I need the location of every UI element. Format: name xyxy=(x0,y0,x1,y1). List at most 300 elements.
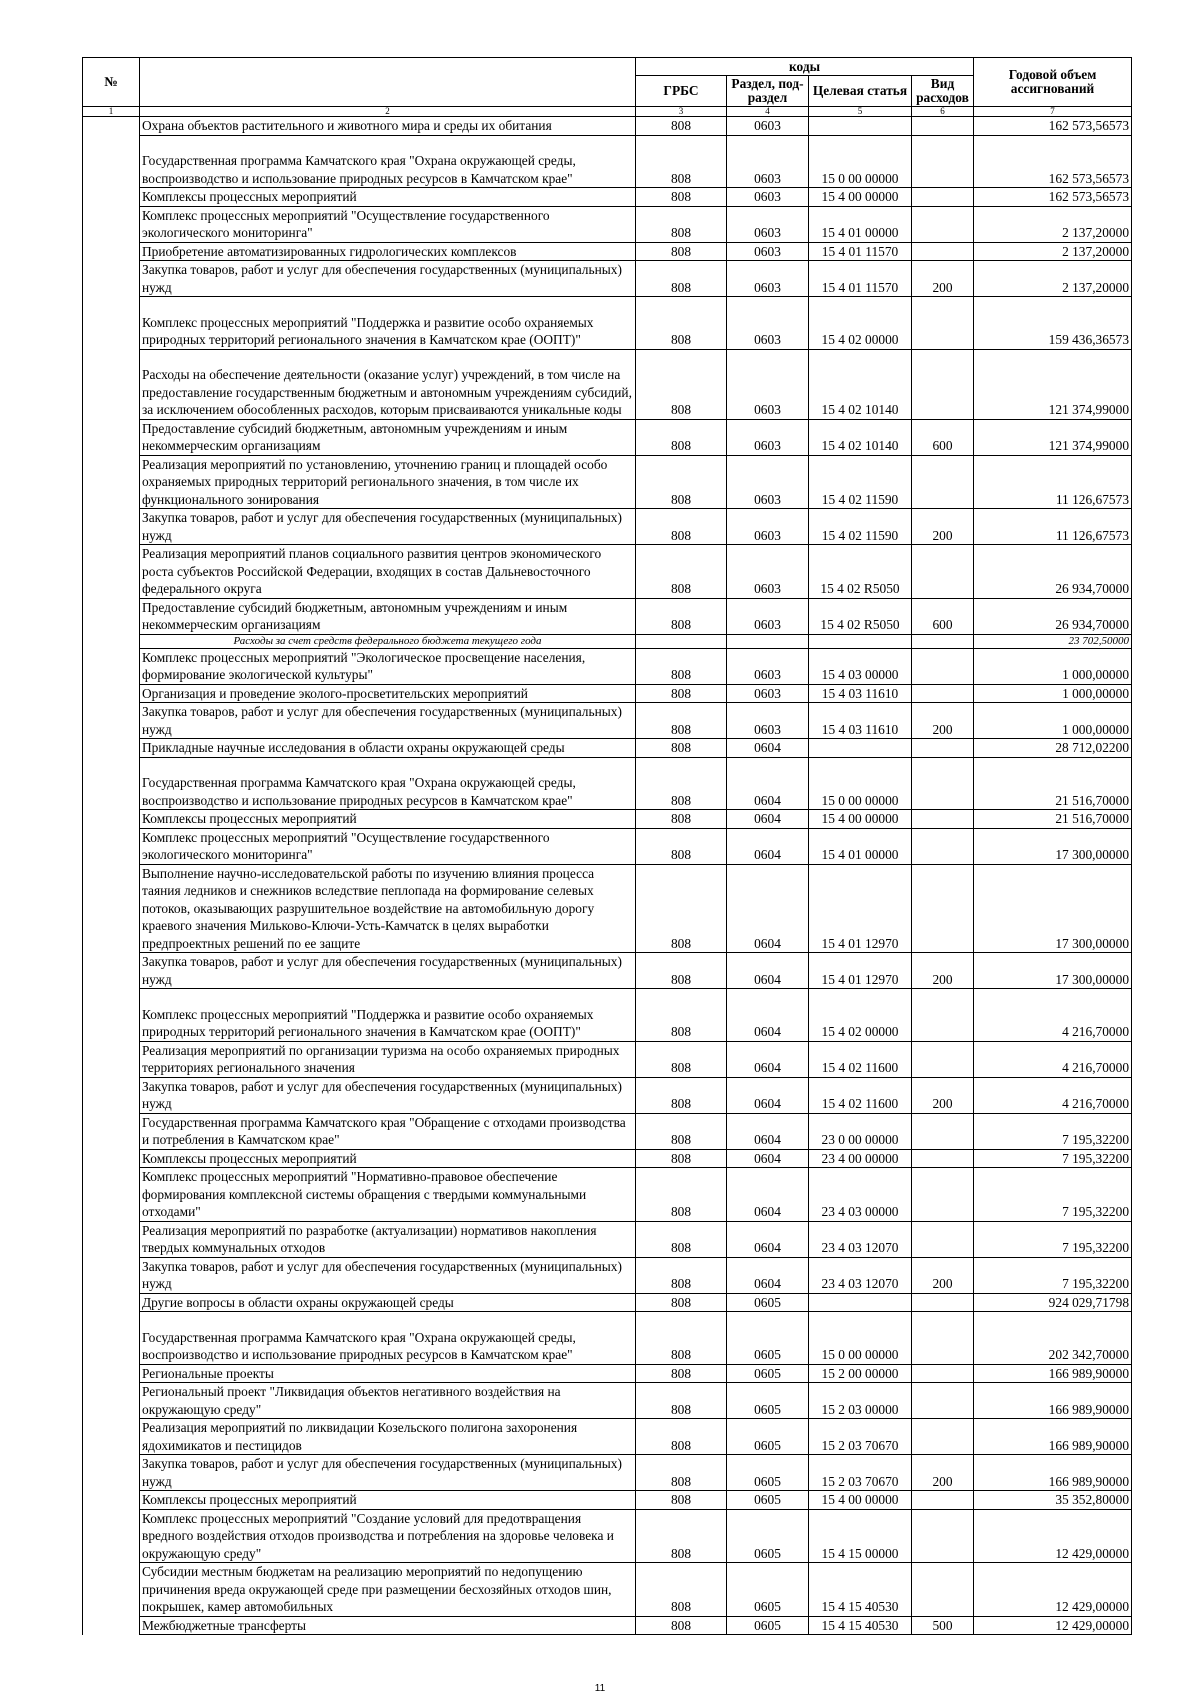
header-codes: коды xyxy=(636,58,974,76)
row-target-cell: 15 2 00 00000 xyxy=(809,1364,912,1383)
row-number-cell xyxy=(83,261,140,297)
row-vid-cell xyxy=(912,684,974,703)
row-section-cell: 0604 xyxy=(727,739,809,758)
row-section-cell: 0603 xyxy=(727,598,809,634)
budget-table xyxy=(82,57,1132,1635)
row-section-cell: 0604 xyxy=(727,828,809,864)
row-section-cell: 0603 xyxy=(727,509,809,545)
row-grbs-cell: 808 xyxy=(636,1257,727,1293)
row-vid-cell xyxy=(912,1113,974,1149)
row-vid-cell xyxy=(912,1168,974,1222)
row-number-cell xyxy=(83,1491,140,1510)
row-name-cell: Государственная программа Камчатского края "Охрана окружающей среды, воспроизводство и использование природных ресурсов в Камчатском крае" xyxy=(140,135,636,188)
table-row xyxy=(83,188,1132,207)
table-row xyxy=(83,1257,1132,1293)
row-section-cell: 0603 xyxy=(727,419,809,455)
row-section-cell: 0604 xyxy=(727,1077,809,1113)
row-vid-cell xyxy=(912,757,974,810)
row-target-cell: 15 4 02 11600 xyxy=(809,1041,912,1077)
row-vid-cell xyxy=(912,297,974,350)
row-section-cell: 0603 xyxy=(727,206,809,242)
row-name-cell: Комплексы процессных мероприятий xyxy=(140,810,636,829)
row-section-cell: 0605 xyxy=(727,1455,809,1491)
row-section-cell: 0603 xyxy=(727,188,809,207)
row-vid-cell: 200 xyxy=(912,703,974,739)
row-target-cell: 15 4 02 00000 xyxy=(809,989,912,1042)
row-section-cell: 0604 xyxy=(727,989,809,1042)
row-name-cell: Межбюджетные трансферты xyxy=(140,1616,636,1635)
row-vid-cell xyxy=(912,810,974,829)
row-grbs-cell: 808 xyxy=(636,648,727,684)
row-section-cell: 0605 xyxy=(727,1616,809,1635)
row-number-cell xyxy=(83,1509,140,1563)
table-row xyxy=(83,455,1132,509)
row-name-cell: Субсидии местным бюджетам на реализацию мероприятий по недопущению причинения вреда окружающей среде при размещении бесхозяйных отходов шин, покрышек, камер автомобильных xyxy=(140,1563,636,1617)
row-section-cell: 0603 xyxy=(727,703,809,739)
row-number-cell xyxy=(83,509,140,545)
row-name-cell: Приобретение автоматизированных гидрологических комплексов xyxy=(140,242,636,261)
table-row xyxy=(83,297,1132,350)
row-number-cell xyxy=(83,297,140,350)
row-amount-cell: 26 934,70000 xyxy=(974,598,1132,634)
row-amount-cell: 23 702,50000 xyxy=(974,634,1132,648)
table-row xyxy=(83,1312,1132,1365)
row-section-cell: 0603 xyxy=(727,545,809,599)
row-target-cell: 23 4 03 12070 xyxy=(809,1221,912,1257)
row-target-cell: 23 4 03 00000 xyxy=(809,1168,912,1222)
table-row xyxy=(83,545,1132,599)
row-name-cell: Закупка товаров, работ и услуг для обеспечения государственных (муниципальных) нужд xyxy=(140,1455,636,1491)
row-target-cell: 15 4 00 00000 xyxy=(809,1491,912,1510)
row-number-cell xyxy=(83,828,140,864)
row-target-cell: 15 4 01 00000 xyxy=(809,206,912,242)
row-name-cell: Организация и проведение эколого-просветительских мероприятий xyxy=(140,684,636,703)
header-name xyxy=(140,58,636,107)
row-number-cell xyxy=(83,1257,140,1293)
row-name-cell: Комплекс процессных мероприятий "Создание условий для предотвращения вредного воздействия отходов производства и потребления на здоровье человека и окружающую среду" xyxy=(140,1509,636,1563)
row-section-cell: 0604 xyxy=(727,1221,809,1257)
row-grbs-cell: 808 xyxy=(636,739,727,758)
table-row xyxy=(83,864,1132,953)
row-vid-cell xyxy=(912,828,974,864)
row-name-cell: Комплекс процессных мероприятий "Нормативно-правовое обеспечение формирования комплексной системы обращения с твердыми коммунальными отходами" xyxy=(140,1168,636,1222)
row-grbs-cell: 808 xyxy=(636,1455,727,1491)
row-target-cell: 15 4 00 00000 xyxy=(809,188,912,207)
row-target-cell: 15 2 03 00000 xyxy=(809,1383,912,1419)
row-number-cell xyxy=(83,1149,140,1168)
row-target-cell: 15 4 03 11610 xyxy=(809,703,912,739)
page-number: 11 xyxy=(594,1683,606,1694)
row-number-cell xyxy=(83,703,140,739)
row-number-cell xyxy=(83,1221,140,1257)
row-grbs-cell: 808 xyxy=(636,703,727,739)
row-amount-cell: 1 000,00000 xyxy=(974,648,1132,684)
row-section-cell: 0605 xyxy=(727,1509,809,1563)
table-row xyxy=(83,509,1132,545)
table-row xyxy=(83,1364,1132,1383)
row-amount-cell: 17 300,00000 xyxy=(974,953,1132,989)
row-vid-cell xyxy=(912,1419,974,1455)
row-name-cell: Государственная программа Камчатского края "Обращение с отходами производства и потребления в Камчатском крае" xyxy=(140,1113,636,1149)
row-number-cell xyxy=(83,1113,140,1149)
row-section-cell: 0603 xyxy=(727,242,809,261)
table-row xyxy=(83,1563,1132,1617)
row-section-cell: 0603 xyxy=(727,135,809,188)
table-row xyxy=(83,419,1132,455)
row-amount-cell: 2 137,20000 xyxy=(974,242,1132,261)
row-number-cell xyxy=(83,117,140,136)
row-number-cell xyxy=(83,206,140,242)
row-name-cell: Закупка товаров, работ и услуг для обеспечения государственных (муниципальных) нужд xyxy=(140,261,636,297)
row-vid-cell xyxy=(912,545,974,599)
row-amount-cell: 166 989,90000 xyxy=(974,1364,1132,1383)
row-name-cell: Расходы на обеспечение деятельности (оказание услуг) учреждений, в том числе на предоставление государственным бюджетным и автономным учреждениям субсидий, за исключением обособленных расходов, которым присваиваются уникальные коды xyxy=(140,349,636,419)
row-grbs-cell: 808 xyxy=(636,1312,727,1365)
table-row xyxy=(83,598,1132,634)
table-row xyxy=(83,1491,1132,1510)
row-section-cell: 0605 xyxy=(727,1312,809,1365)
row-name-cell: Закупка товаров, работ и услуг для обеспечения государственных (муниципальных) нужд xyxy=(140,1077,636,1113)
row-name-cell: Прикладные научные исследования в области охраны окружающей среды xyxy=(140,739,636,758)
row-target-cell: 15 0 00 00000 xyxy=(809,135,912,188)
row-amount-cell: 4 216,70000 xyxy=(974,1041,1132,1077)
row-amount-cell: 166 989,90000 xyxy=(974,1383,1132,1419)
table-row xyxy=(83,1419,1132,1455)
row-grbs-cell: 808 xyxy=(636,1491,727,1510)
table-row xyxy=(83,953,1132,989)
row-vid-cell xyxy=(912,634,974,648)
row-vid-cell xyxy=(912,1149,974,1168)
row-name-cell: Государственная программа Камчатского края "Охрана окружающей среды, воспроизводство и использование природных ресурсов в Камчатском крае" xyxy=(140,757,636,810)
row-target-cell: 15 4 02 R5050 xyxy=(809,545,912,599)
row-number-cell xyxy=(83,1293,140,1312)
row-amount-cell: 7 195,32200 xyxy=(974,1149,1132,1168)
row-amount-cell: 21 516,70000 xyxy=(974,757,1132,810)
row-section-cell: 0605 xyxy=(727,1364,809,1383)
row-grbs-cell: 808 xyxy=(636,1563,727,1617)
row-target-cell: 15 4 02 11590 xyxy=(809,455,912,509)
row-grbs-cell: 808 xyxy=(636,1509,727,1563)
row-number-cell xyxy=(83,598,140,634)
row-name-cell: Реализация мероприятий по разработке (актуализации) нормативов накопления твердых коммунальных отходов xyxy=(140,1221,636,1257)
row-section-cell: 0603 xyxy=(727,261,809,297)
row-number-cell xyxy=(83,739,140,758)
row-grbs-cell: 808 xyxy=(636,206,727,242)
row-target-cell xyxy=(809,739,912,758)
row-amount-cell: 4 216,70000 xyxy=(974,989,1132,1042)
table-body xyxy=(83,117,1132,1635)
row-grbs-cell: 808 xyxy=(636,261,727,297)
row-vid-cell xyxy=(912,1293,974,1312)
table-row xyxy=(83,117,1132,136)
row-target-cell: 15 4 15 40530 xyxy=(809,1616,912,1635)
row-vid-cell xyxy=(912,206,974,242)
row-target-cell: 23 0 00 00000 xyxy=(809,1113,912,1149)
table-row xyxy=(83,1168,1132,1222)
table-row xyxy=(83,810,1132,829)
row-section-cell: 0604 xyxy=(727,1113,809,1149)
row-target-cell: 15 4 01 11570 xyxy=(809,242,912,261)
row-grbs-cell: 808 xyxy=(636,598,727,634)
row-vid-cell: 200 xyxy=(912,953,974,989)
row-vid-cell: 600 xyxy=(912,419,974,455)
row-section-cell: 0603 xyxy=(727,684,809,703)
row-amount-cell: 7 195,32200 xyxy=(974,1113,1132,1149)
table-row xyxy=(83,648,1132,684)
row-target-cell: 15 4 01 12970 xyxy=(809,953,912,989)
row-vid-cell xyxy=(912,349,974,419)
row-grbs-cell: 808 xyxy=(636,1113,727,1149)
row-vid-cell xyxy=(912,1491,974,1510)
row-target-cell: 15 4 03 11610 xyxy=(809,684,912,703)
row-amount-cell: 121 374,99000 xyxy=(974,419,1132,455)
row-section-cell: 0604 xyxy=(727,1257,809,1293)
row-number-cell xyxy=(83,545,140,599)
column-number: 5 xyxy=(809,107,912,117)
row-grbs-cell: 808 xyxy=(636,1293,727,1312)
header-grbs: ГРБС xyxy=(636,76,727,107)
row-amount-cell: 162 573,56573 xyxy=(974,117,1132,136)
row-target-cell xyxy=(809,1293,912,1312)
header-target: Целевая статья xyxy=(809,76,912,107)
row-name-cell: Комплекс процессных мероприятий "Поддержка и развитие особо охраняемых природных территорий регионального значения в Камчатском крае (ООПТ)" xyxy=(140,297,636,350)
row-section-cell: 0604 xyxy=(727,757,809,810)
table-row xyxy=(83,1113,1132,1149)
row-name-cell: Выполнение научно-исследовательской работы по изучению влияния процесса таяния ледников и снежников вследствие пеплопада на формирование селевых потоков, оказывающих разрушительное воздействие на автомобильную дорогу краевого значения Мильково-Ключи-Усть-Камчатск в целях выработки предпроектных решений по ее защите xyxy=(140,864,636,953)
row-number-cell xyxy=(83,135,140,188)
row-number-cell xyxy=(83,1168,140,1222)
row-grbs-cell: 808 xyxy=(636,349,727,419)
row-target-cell: 15 4 01 11570 xyxy=(809,261,912,297)
row-section-cell: 0604 xyxy=(727,953,809,989)
row-section-cell: 0605 xyxy=(727,1383,809,1419)
row-amount-cell: 12 429,00000 xyxy=(974,1563,1132,1617)
row-target-cell: 15 4 00 00000 xyxy=(809,810,912,829)
row-amount-cell: 162 573,56573 xyxy=(974,135,1132,188)
row-amount-cell: 1 000,00000 xyxy=(974,684,1132,703)
row-vid-cell xyxy=(912,1364,974,1383)
table-row xyxy=(83,1077,1132,1113)
row-vid-cell xyxy=(912,242,974,261)
row-target-cell: 15 2 03 70670 xyxy=(809,1455,912,1491)
row-target-cell: 15 4 02 10140 xyxy=(809,419,912,455)
row-number-cell xyxy=(83,634,140,648)
row-vid-cell: 500 xyxy=(912,1616,974,1635)
row-amount-cell: 7 195,32200 xyxy=(974,1221,1132,1257)
row-number-cell xyxy=(83,648,140,684)
row-number-cell xyxy=(83,864,140,953)
row-amount-cell: 35 352,80000 xyxy=(974,1491,1132,1510)
row-name-cell: Реализация мероприятий по организации туризма на особо охраняемых природных территориях регионального значения xyxy=(140,1041,636,1077)
row-number-cell xyxy=(83,1041,140,1077)
row-target-cell: 15 2 03 70670 xyxy=(809,1419,912,1455)
row-section-cell: 0604 xyxy=(727,1041,809,1077)
row-number-cell xyxy=(83,953,140,989)
column-number: 1 xyxy=(83,107,140,117)
row-vid-cell xyxy=(912,1509,974,1563)
table-row xyxy=(83,135,1132,188)
row-name-cell: Комплекс процессных мероприятий "Поддержка и развитие особо охраняемых природных территорий регионального значения в Камчатском крае (ООПТ)" xyxy=(140,989,636,1042)
row-grbs-cell: 808 xyxy=(636,117,727,136)
budget-sheet xyxy=(82,57,1131,1635)
row-name-cell: Региональный проект "Ликвидация объектов негативного воздействия на окружающую среду" xyxy=(140,1383,636,1419)
row-name-cell: Комплекс процессных мероприятий "Экологическое просвещение населения, формирование экологической культуры" xyxy=(140,648,636,684)
column-number: 6 xyxy=(912,107,974,117)
row-name-cell: Комплекс процессных мероприятий "Осуществление государственного экологического мониторинга" xyxy=(140,828,636,864)
row-vid-cell xyxy=(912,989,974,1042)
row-vid-cell xyxy=(912,455,974,509)
row-amount-cell: 159 436,36573 xyxy=(974,297,1132,350)
row-grbs-cell: 808 xyxy=(636,509,727,545)
row-section-cell: 0604 xyxy=(727,1168,809,1222)
row-grbs-cell: 808 xyxy=(636,1041,727,1077)
row-section-cell: 0605 xyxy=(727,1563,809,1617)
table-row xyxy=(83,757,1132,810)
header-number: № xyxy=(83,58,140,107)
table-row xyxy=(83,349,1132,419)
row-grbs-cell: 808 xyxy=(636,684,727,703)
row-amount-cell: 4 216,70000 xyxy=(974,1077,1132,1113)
row-target-cell: 15 4 02 00000 xyxy=(809,297,912,350)
row-vid-cell xyxy=(912,135,974,188)
row-number-cell xyxy=(83,1419,140,1455)
table-row xyxy=(83,1293,1132,1312)
row-target-cell: 15 4 01 00000 xyxy=(809,828,912,864)
row-vid-cell xyxy=(912,1312,974,1365)
row-vid-cell xyxy=(912,188,974,207)
row-grbs-cell: 808 xyxy=(636,1383,727,1419)
row-section-cell: 0604 xyxy=(727,810,809,829)
row-vid-cell xyxy=(912,117,974,136)
row-vid-cell xyxy=(912,1563,974,1617)
row-name-cell: Предоставление субсидий бюджетным, автономным учреждениям и иным некоммерческим организациям xyxy=(140,419,636,455)
row-amount-cell: 28 712,02200 xyxy=(974,739,1132,758)
row-vid-cell: 200 xyxy=(912,1257,974,1293)
row-grbs-cell xyxy=(636,634,727,648)
row-target-cell: 15 0 00 00000 xyxy=(809,1312,912,1365)
row-name-cell: Государственная программа Камчатского края "Охрана окружающей среды, воспроизводство и использование природных ресурсов в Камчатском крае" xyxy=(140,1312,636,1365)
row-grbs-cell: 808 xyxy=(636,757,727,810)
row-amount-cell: 11 126,67573 xyxy=(974,455,1132,509)
table-row xyxy=(83,828,1132,864)
row-number-cell xyxy=(83,1077,140,1113)
row-grbs-cell: 808 xyxy=(636,810,727,829)
row-grbs-cell: 808 xyxy=(636,828,727,864)
row-name-cell: Реализация мероприятий по ликвидации Козельского полигона захоронения ядохимикатов и пестицидов xyxy=(140,1419,636,1455)
row-number-cell xyxy=(83,989,140,1042)
table-row xyxy=(83,242,1132,261)
row-grbs-cell: 808 xyxy=(636,864,727,953)
row-number-cell xyxy=(83,349,140,419)
row-grbs-cell: 808 xyxy=(636,242,727,261)
table-row xyxy=(83,739,1132,758)
row-grbs-cell: 808 xyxy=(636,1616,727,1635)
row-vid-cell xyxy=(912,864,974,953)
row-grbs-cell: 808 xyxy=(636,135,727,188)
row-grbs-cell: 808 xyxy=(636,188,727,207)
table-row xyxy=(83,684,1132,703)
row-amount-cell: 21 516,70000 xyxy=(974,810,1132,829)
row-grbs-cell: 808 xyxy=(636,545,727,599)
column-number: 3 xyxy=(636,107,727,117)
row-vid-cell xyxy=(912,1041,974,1077)
row-target-cell: 15 4 02 11600 xyxy=(809,1077,912,1113)
row-target-cell xyxy=(809,634,912,648)
row-amount-cell: 11 126,67573 xyxy=(974,509,1132,545)
row-grbs-cell: 808 xyxy=(636,419,727,455)
row-name-cell: Расходы за счет средств федерального бюджета текущего года xyxy=(140,634,636,648)
row-number-cell xyxy=(83,1455,140,1491)
row-number-cell xyxy=(83,1312,140,1365)
table-row xyxy=(83,1383,1132,1419)
row-number-cell xyxy=(83,810,140,829)
row-vid-cell: 200 xyxy=(912,1077,974,1113)
row-section-cell: 0603 xyxy=(727,455,809,509)
row-name-cell: Закупка товаров, работ и услуг для обеспечения государственных (муниципальных) нужд xyxy=(140,1257,636,1293)
row-name-cell: Комплексы процессных мероприятий xyxy=(140,188,636,207)
row-section-cell: 0604 xyxy=(727,1149,809,1168)
table-row xyxy=(83,1221,1132,1257)
table-row xyxy=(83,703,1132,739)
row-number-cell xyxy=(83,1364,140,1383)
table-row xyxy=(83,1616,1132,1635)
row-amount-cell: 12 429,00000 xyxy=(974,1616,1132,1635)
row-target-cell: 15 4 03 00000 xyxy=(809,648,912,684)
row-section-cell: 0603 xyxy=(727,648,809,684)
table-row xyxy=(83,1041,1132,1077)
row-number-cell xyxy=(83,242,140,261)
row-section-cell: 0605 xyxy=(727,1293,809,1312)
row-grbs-cell: 808 xyxy=(636,455,727,509)
row-number-cell xyxy=(83,1383,140,1419)
row-section-cell: 0604 xyxy=(727,864,809,953)
row-grbs-cell: 808 xyxy=(636,953,727,989)
row-amount-cell: 12 429,00000 xyxy=(974,1509,1132,1563)
row-target-cell: 15 4 02 11590 xyxy=(809,509,912,545)
row-name-cell: Охрана объектов растительного и животного мира и среды их обитания xyxy=(140,117,636,136)
row-vid-cell xyxy=(912,1383,974,1419)
row-amount-cell: 7 195,32200 xyxy=(974,1257,1132,1293)
row-name-cell: Предоставление субсидий бюджетным, автономным учреждениям и иным некоммерческим организациям xyxy=(140,598,636,634)
table-row xyxy=(83,1149,1132,1168)
row-amount-cell: 162 573,56573 xyxy=(974,188,1132,207)
row-grbs-cell: 808 xyxy=(636,1077,727,1113)
row-target-cell: 15 4 02 R5050 xyxy=(809,598,912,634)
row-name-cell: Другие вопросы в области охраны окружающей среды xyxy=(140,1293,636,1312)
row-vid-cell: 200 xyxy=(912,509,974,545)
row-target-cell: 15 4 01 12970 xyxy=(809,864,912,953)
row-name-cell: Комплекс процессных мероприятий "Осуществление государственного экологического мониторинга" xyxy=(140,206,636,242)
row-name-cell: Закупка товаров, работ и услуг для обеспечения государственных (муниципальных) нужд xyxy=(140,703,636,739)
row-target-cell: 23 4 03 12070 xyxy=(809,1257,912,1293)
row-section-cell: 0603 xyxy=(727,117,809,136)
table-note-row xyxy=(83,634,1132,648)
column-number-row xyxy=(83,107,1132,117)
row-grbs-cell: 808 xyxy=(636,1168,727,1222)
table-row xyxy=(83,206,1132,242)
row-target-cell: 15 4 02 10140 xyxy=(809,349,912,419)
header-amount: Годовой объем ассигнований xyxy=(974,58,1132,107)
row-amount-cell: 2 137,20000 xyxy=(974,206,1132,242)
row-number-cell xyxy=(83,188,140,207)
row-name-cell: Комплексы процессных мероприятий xyxy=(140,1149,636,1168)
table-row xyxy=(83,989,1132,1042)
column-number: 2 xyxy=(140,107,636,117)
row-number-cell xyxy=(83,1616,140,1635)
row-section-cell: 0605 xyxy=(727,1491,809,1510)
table-header xyxy=(83,58,1132,117)
row-amount-cell: 924 029,71798 xyxy=(974,1293,1132,1312)
